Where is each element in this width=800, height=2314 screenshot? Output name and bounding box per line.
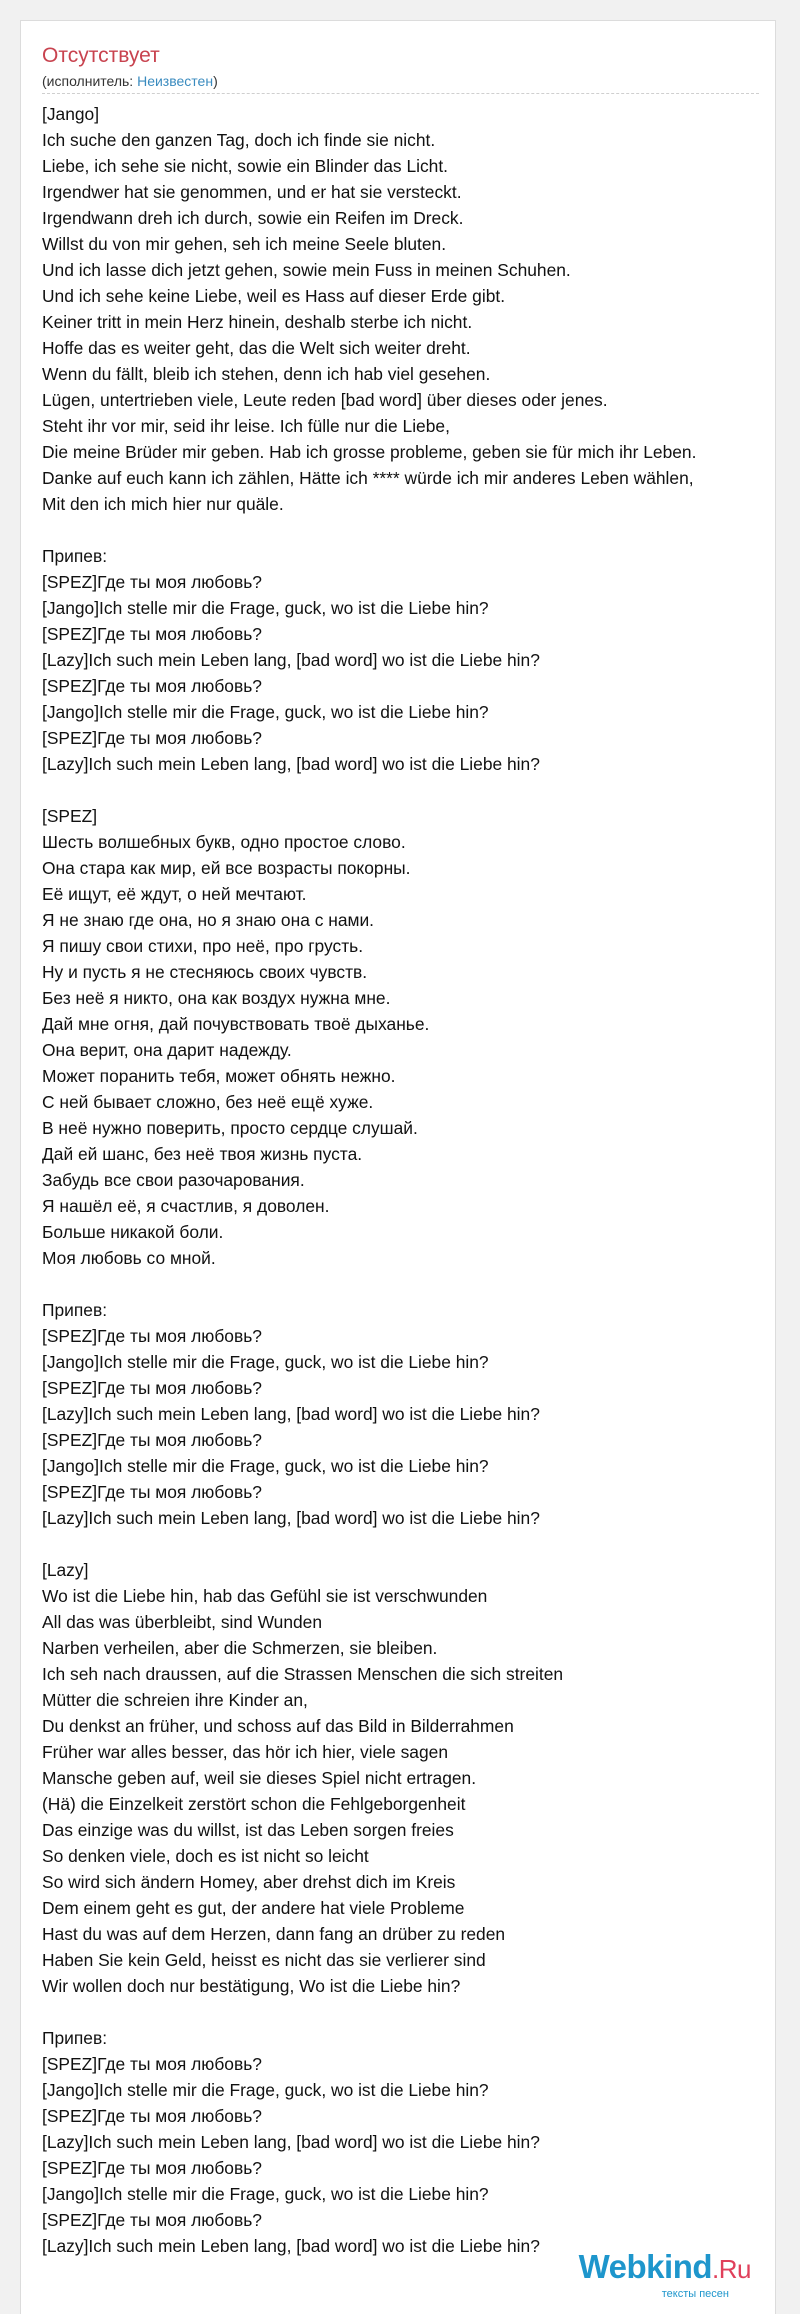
lyrics-stanza xyxy=(42,543,696,777)
lyric-line: Steht ihr vor mir, seid ihr leise. Ich fülle nur die Liebe, xyxy=(42,416,450,436)
lyrics-page xyxy=(20,20,776,2314)
lyric-line: [Jango] xyxy=(42,104,100,124)
lyric-line: [Jango]Ich stelle mir die Frage, guck, wo ist die Liebe hin? xyxy=(42,1456,489,1476)
lyric-line: Wir wollen doch nur bestätigung, Wo ist die Liebe hin? xyxy=(42,1976,461,1996)
lyric-line: Irgendwann dreh ich durch, sowie ein Reifen im Dreck. xyxy=(42,208,464,228)
lyric-line: Mütter die schreien ihre Kinder an, xyxy=(42,1690,308,1710)
lyric-line: [Lazy]Ich such mein Leben lang, [bad word] wo ist die Liebe hin? xyxy=(42,1508,540,1528)
lyric-line: [Lazy]Ich such mein Leben lang, [bad word] wo ist die Liebe hin? xyxy=(42,1404,540,1424)
lyric-line: Без неё я никто, она как воздух нужна мне. xyxy=(42,988,391,1008)
lyric-line: Я пишу свои стихи, про неё, про грусть. xyxy=(42,936,364,956)
logo-tagline: тексты песен xyxy=(661,2288,729,2300)
lyric-line: Дай ей шанс, без неё твоя жизнь пуста. xyxy=(42,1144,363,1164)
lyric-line: Она стара как мир, ей все возрасты покорны. xyxy=(42,858,411,878)
lyric-line: В неё нужно поверить, просто сердце слушай. xyxy=(42,1118,418,1138)
lyric-line: Haben Sie kein Geld, heisst es nicht das sie verlierer sind xyxy=(42,1950,486,1970)
site-logo[interactable] xyxy=(561,2248,751,2304)
lyric-line: Припев: xyxy=(42,1300,108,1320)
lyric-line: Die meine Brüder mir geben. Hab ich grosse probleme, geben sie für mich ihr Leben. xyxy=(42,442,697,462)
lyrics-stanza xyxy=(42,2025,696,2259)
lyric-line: Припев: xyxy=(42,2028,108,2048)
logo-name: Webkind xyxy=(578,2248,713,2285)
lyric-line: Irgendwer hat sie genommen, und er hat sie versteckt. xyxy=(42,182,462,202)
lyric-line: [Lazy]Ich such mein Leben lang, [bad word] wo ist die Liebe hin? xyxy=(42,650,540,670)
lyric-line: Hoffe das es weiter geht, das die Welt sich weiter dreht. xyxy=(42,338,471,358)
lyric-line: Liebe, ich sehe sie nicht, sowie ein Blinder das Licht. xyxy=(42,156,449,176)
lyrics-stanza xyxy=(42,1297,696,1531)
lyric-line: So denken viele, doch es ist nicht so leicht xyxy=(42,1846,369,1866)
lyric-line: [Lazy]Ich such mein Leben lang, [bad word] wo ist die Liebe hin? xyxy=(42,2236,540,2256)
title-divider xyxy=(42,93,759,94)
lyric-line: [SPEZ]Где ты моя любовь? xyxy=(42,1378,262,1398)
lyric-line: Её ищут, её ждут, о ней мечтают. xyxy=(42,884,307,904)
lyric-line: [SPEZ]Где ты моя любовь? xyxy=(42,1430,262,1450)
lyric-line: So wird sich ändern Homey, aber drehst dich im Kreis xyxy=(42,1872,456,1892)
artist-line xyxy=(42,72,218,90)
lyric-line: Dem einem geht es gut, der andere hat viele Probleme xyxy=(42,1898,465,1918)
lyric-line: Дай мне огня, дай почувствовать твоё дыханье. xyxy=(42,1014,430,1034)
lyric-line: Моя любовь со мной. xyxy=(42,1248,216,1268)
lyric-line: All das was überbleibt, sind Wunden xyxy=(42,1612,323,1632)
lyrics-stanza xyxy=(42,803,696,1271)
lyric-line: [SPEZ]Где ты моя любовь? xyxy=(42,2158,262,2178)
lyric-line: Я нашёл её, я счастлив, я доволен. xyxy=(42,1196,330,1216)
lyric-line: Я не знаю где она, но я знаю она с нами. xyxy=(42,910,375,930)
lyrics-stanza xyxy=(42,1557,696,1999)
lyric-line: Danke auf euch kann ich zählen, Hätte ich **** würde ich mir anderes Leben wählen, xyxy=(42,468,694,488)
lyric-line: [SPEZ] xyxy=(42,806,98,826)
lyric-line: Ich seh nach draussen, auf die Strassen Menschen die sich streiten xyxy=(42,1664,564,1684)
lyric-line: Früher war alles besser, das hör ich hier, viele sagen xyxy=(42,1742,448,1762)
lyric-line: [SPEZ]Где ты моя любовь? xyxy=(42,2106,262,2126)
lyric-line: Das einzige was du willst, ist das Leben sorgen freies xyxy=(42,1820,454,1840)
lyric-line: [Lazy]Ich such mein Leben lang, [bad word] wo ist die Liebe hin? xyxy=(42,754,540,774)
lyric-line: [Jango]Ich stelle mir die Frage, guck, wo ist die Liebe hin? xyxy=(42,598,489,618)
lyric-line: С ней бывает сложно, без неё ещё хуже. xyxy=(42,1092,374,1112)
lyrics-stanza xyxy=(42,101,696,517)
artist-link[interactable]: Неизвестен xyxy=(137,73,214,89)
lyric-line: Mansche geben auf, weil sie dieses Spiel nicht ertragen. xyxy=(42,1768,477,1788)
logo-tld: .Ru xyxy=(712,2254,751,2284)
lyric-line: Und ich lasse dich jetzt gehen, sowie mein Fuss in meinen Schuhen. xyxy=(42,260,571,280)
lyric-line: (Hä) die Einzelkeit zerstört schon die Fehlgeborgenheit xyxy=(42,1794,466,1814)
lyric-line: [Jango]Ich stelle mir die Frage, guck, wo ist die Liebe hin? xyxy=(42,2080,489,2100)
lyric-line: [Lazy]Ich such mein Leben lang, [bad word] wo ist die Liebe hin? xyxy=(42,2132,540,2152)
lyric-line: [Lazy] xyxy=(42,1560,89,1580)
lyric-line: [Jango]Ich stelle mir die Frage, guck, wo ist die Liebe hin? xyxy=(42,2184,489,2204)
lyric-line: Du denkst an früher, und schoss auf das Bild in Bilderrahmen xyxy=(42,1716,514,1736)
lyric-line: Wo ist die Liebe hin, hab das Gefühl sie ist verschwunden xyxy=(42,1586,488,1606)
lyric-line: Забудь все свои разочарования. xyxy=(42,1170,305,1190)
lyric-line: [SPEZ]Где ты моя любовь? xyxy=(42,624,262,644)
lyric-line: Ну и пусть я не стесняюсь своих чувств. xyxy=(42,962,368,982)
song-title: Отсутствует xyxy=(42,44,160,67)
lyric-line: Hast du was auf dem Herzen, dann fang an drüber zu reden xyxy=(42,1924,506,1944)
logo-wordmark xyxy=(561,2248,751,2288)
lyric-line: Припев: xyxy=(42,546,108,566)
lyric-line: [SPEZ]Где ты моя любовь? xyxy=(42,572,262,592)
lyric-line: [SPEZ]Где ты моя любовь? xyxy=(42,728,262,748)
lyric-line: [SPEZ]Где ты моя любовь? xyxy=(42,1326,262,1346)
lyric-line: [SPEZ]Где ты моя любовь? xyxy=(42,1482,262,1502)
lyric-line: Willst du von mir gehen, seh ich meine Seele bluten. xyxy=(42,234,447,254)
lyric-line: Она верит, она дарит надежду. xyxy=(42,1040,292,1060)
lyric-line: Keiner tritt in mein Herz hinein, deshalb sterbe ich nicht. xyxy=(42,312,473,332)
lyric-line: [SPEZ]Где ты моя любовь? xyxy=(42,676,262,696)
lyric-line: [SPEZ]Где ты моя любовь? xyxy=(42,2210,262,2230)
lyric-line: Und ich sehe keine Liebe, weil es Hass auf dieser Erde gibt. xyxy=(42,286,506,306)
artist-prefix: (исполнитель: xyxy=(42,73,138,89)
lyric-line: Больше никакой боли. xyxy=(42,1222,224,1242)
lyric-line: Lügen, untertrieben viele, Leute reden [bad word] über dieses oder jenes. xyxy=(42,390,608,410)
lyric-line: [Jango]Ich stelle mir die Frage, guck, wo ist die Liebe hin? xyxy=(42,1352,489,1372)
lyrics-text xyxy=(42,101,696,2285)
lyric-line: [SPEZ]Где ты моя любовь? xyxy=(42,2054,262,2074)
lyric-line: Может поранить тебя, может обнять нежно. xyxy=(42,1066,396,1086)
lyric-line: Ich suche den ganzen Tag, doch ich finde sie nicht. xyxy=(42,130,436,150)
lyric-line: [Jango]Ich stelle mir die Frage, guck, wo ist die Liebe hin? xyxy=(42,702,489,722)
lyric-line: Wenn du fällt, bleib ich stehen, denn ich hab viel gesehen. xyxy=(42,364,491,384)
lyric-line: Mit den ich mich hier nur quäle. xyxy=(42,494,284,514)
lyric-line: Шесть волшебных букв, одно простое слово. xyxy=(42,832,406,852)
artist-suffix: ) xyxy=(213,73,218,89)
lyric-line: Narben verheilen, aber die Schmerzen, sie bleiben. xyxy=(42,1638,438,1658)
